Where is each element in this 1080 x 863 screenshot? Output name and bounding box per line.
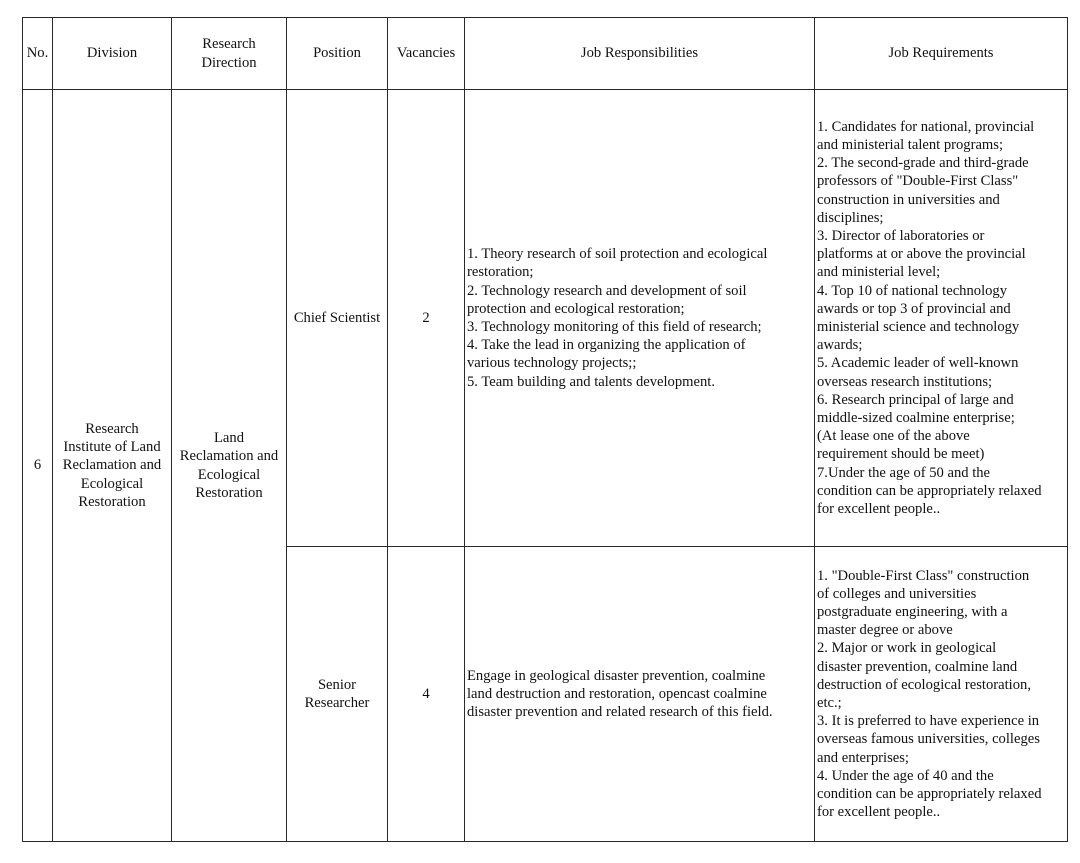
cell-requirements <box>815 547 1068 842</box>
header-vacancies: Vacancies <box>388 18 465 90</box>
cell-responsibilities <box>465 547 815 842</box>
direction-line: Ecological <box>197 466 261 483</box>
responsibility-line: Engage in geological disaster prevention, coalmine <box>467 667 766 684</box>
requirement-line: 1. Candidates for national, provincial <box>817 118 1035 135</box>
requirement-line: overseas research institutions; <box>817 373 993 390</box>
requirement-line: requirement should be meet) <box>817 446 985 463</box>
header-research-direction <box>172 18 287 90</box>
requirement-line: condition can be appropriately relaxed <box>817 786 1042 803</box>
requirement-line: 2. The second-grade and third-grade <box>817 155 1029 172</box>
requirement-line: for excellent people.. <box>817 501 941 518</box>
requirement-line: 3. It is preferred to have experience in <box>817 713 1040 730</box>
table-row <box>23 90 1068 547</box>
position-line: Chief Scientist <box>293 309 381 326</box>
direction-line: Land <box>214 430 244 447</box>
header-no: No. <box>23 18 53 90</box>
requirement-line: awards; <box>817 337 863 354</box>
cell-no: 6 <box>23 90 53 842</box>
requirement-line: and ministerial level; <box>817 264 941 281</box>
requirement-line: awards or top 3 of provincial and <box>817 300 1011 317</box>
requirement-line: professors of "Double-First Class" <box>817 173 1019 190</box>
requirement-line: 7.Under the age of 50 and the <box>817 464 991 481</box>
requirement-line: and ministerial talent programs; <box>817 136 1004 153</box>
header-position: Position <box>287 18 388 90</box>
direction-line: Restoration <box>195 484 263 501</box>
requirement-line: ministerial science and technology <box>817 319 1020 335</box>
responsibility-line: restoration; <box>467 264 534 281</box>
responsibility-line: disaster prevention and related research of this field. <box>467 704 773 721</box>
header-job-requirements: Job Requirements <box>815 18 1068 90</box>
division-line: Ecological <box>80 475 144 492</box>
requirement-line: 1. "Double-First Class" construction <box>817 567 1030 584</box>
header-division: Division <box>53 18 172 90</box>
requirement-line: master degree or above <box>817 622 953 639</box>
cell-requirements <box>815 90 1068 547</box>
requirement-line: of colleges and universities <box>817 585 977 602</box>
position-line: Senior <box>317 676 357 693</box>
header-research-direction-line: Direction <box>201 54 257 71</box>
requirement-line: destruction of ecological restoration, <box>817 676 1031 693</box>
requirement-line: construction in universities and <box>817 191 1000 208</box>
header-row <box>23 18 1068 90</box>
requirement-line: 5. Academic leader of well-known <box>817 355 1019 372</box>
requirement-line: overseas famous universities, colleges <box>817 731 1040 748</box>
header-job-responsibilities: Job Responsibilities <box>465 18 815 90</box>
cell-vacancies: 2 <box>388 90 465 547</box>
requirement-line: for excellent people.. <box>817 804 941 821</box>
requirement-line: postgraduate engineering, with a <box>817 603 1008 620</box>
cell-vacancies: 4 <box>388 547 465 842</box>
responsibility-line: 2. Technology research and development of soil <box>467 282 747 299</box>
division-line: Restoration <box>78 493 146 510</box>
division-line: Reclamation and <box>62 457 162 474</box>
header-research-direction-line: Research <box>202 36 256 53</box>
cell-position <box>287 90 388 547</box>
cell-position <box>287 547 388 842</box>
requirement-line: 2. Major or work in geological <box>817 640 997 657</box>
requirement-line: condition can be appropriately relaxed <box>817 482 1042 499</box>
responsibility-line: protection and ecological restoration; <box>467 300 685 317</box>
cell-research-direction <box>172 90 287 842</box>
responsibility-line: 1. Theory research of soil protection and ecological <box>467 246 768 263</box>
cell-responsibilities <box>465 90 815 547</box>
requirement-line: 4. Top 10 of national technology <box>817 282 1008 299</box>
requirement-line: (At lease one of the above <box>817 428 970 445</box>
cell-division <box>53 90 172 842</box>
requirement-line: 3. Director of laboratories or <box>817 227 985 244</box>
requirement-line: etc.; <box>817 695 842 711</box>
responsibility-line: 5. Team building and talents development. <box>467 373 715 390</box>
requirement-line: platforms at or above the provincial <box>817 246 1026 263</box>
requirement-line: and enterprises; <box>817 749 909 766</box>
responsibility-line: various technology projects;; <box>467 355 637 372</box>
requirement-line: disaster prevention, coalmine land <box>817 658 1018 675</box>
recruitment-table <box>22 17 1068 842</box>
requirement-line: 6. Research principal of large and <box>817 391 1014 408</box>
responsibility-line: 3. Technology monitoring of this field of research; <box>467 319 762 335</box>
responsibility-line: land destruction and restoration, opencast coalmine <box>467 685 767 702</box>
division-line: Institute of Land <box>63 439 161 456</box>
requirement-line: disciplines; <box>817 209 884 226</box>
requirement-line: middle-sized coalmine enterprise; <box>817 410 1015 427</box>
division-line: Research <box>85 420 139 437</box>
direction-line: Reclamation and <box>179 448 279 465</box>
responsibility-line: 4. Take the lead in organizing the application of <box>467 337 746 354</box>
position-line: Researcher <box>304 695 370 711</box>
requirement-line: 4. Under the age of 40 and the <box>817 767 994 784</box>
